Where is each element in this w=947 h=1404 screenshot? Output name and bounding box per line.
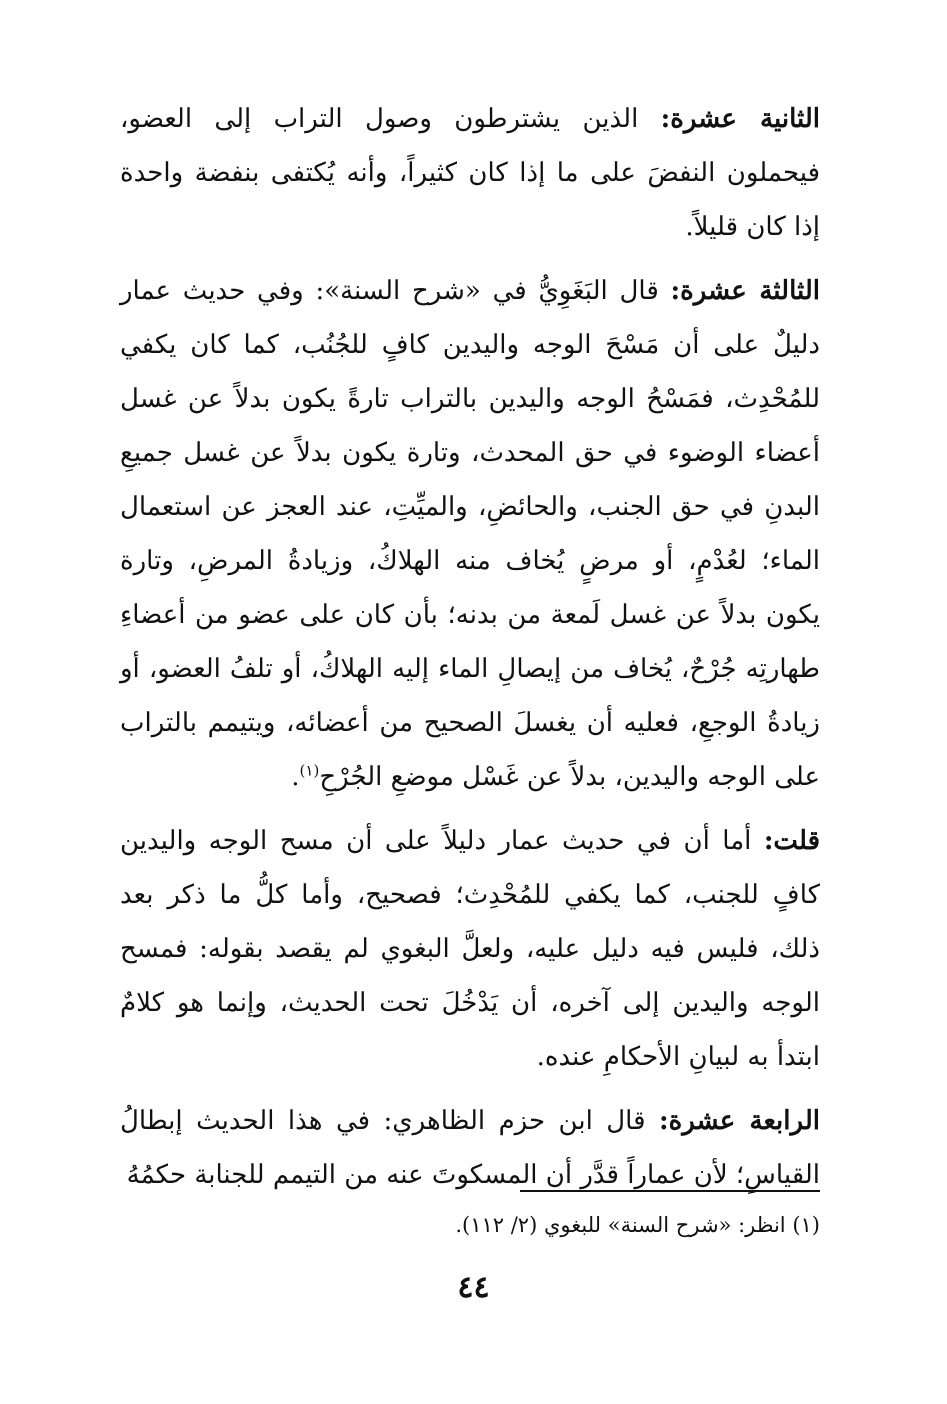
paragraph-body: الذين يشترطون وصول التراب إلى العضو، فيحملون النفضَ على ما إذا كان كثيراً، وأنه يُكتفى بنفضة واحدة إذا كان قليلاً. xyxy=(120,104,820,242)
footnote-reference: (١) xyxy=(299,761,320,780)
paragraph-body: أما أن في حديث عمار دليلاً على أن مسح الوجه واليدين كافٍ للجنب، كما يكفي للمُحْدِث؛ فصحيح، وأما كلُّ ما ذكر بعد ذلك، فليس فيه دليل عليه، ولعلَّ البغوي لم يقصد بقوله: فمسح الوجه واليدين إلى آخره، أن يَدْخُلَ تحت الحديث، وإنما هو كلامٌ ابتدأ به لبيانِ الأحكامِ عنده. xyxy=(120,826,820,1072)
paragraph-heading: قلت: xyxy=(763,826,820,856)
paragraph-qultu xyxy=(120,814,820,1084)
paragraph-twelfth xyxy=(120,92,820,254)
paragraph-body: قال البَغَوِيُّ في «شرح السنة»: وفي حديث عمار دليلٌ على أن مَسْحَ الوجه واليدين كافٍ للجُنُب، كما كان يكفي للمُحْدِث، فمَسْحُ الوجه واليدين بالتراب تارةً يكون بدلاً عن غسل أعضاء الوضوء في حق المحدث، وتارة يكون بدلاً عن غسل جميعِ البدنِ في حق الجنب، والحائضِ، والميِّتِ، عند العجز عن استعمال الماء؛ لعُدْمٍ، أو مرضٍ يُخاف منه الهلاكُ، وزيادةُ المرضِ، وتارة يكون بدلاً عن غسل لَمعة من بدنه؛ بأن كان على عضو من أعضاءِ طهارتِه جُرْحٌ، يُخاف من إيصالِ الماء إليه الهلاكُ، أو تلفُ العضو، أو زيادةُ الوجعِ، فعليه أن يغسلَ الصحيح من أعضائه، ويتيمم بالتراب على الوجه واليدين، بدلاً عن غَسْل موضعِ الجُرْحِ xyxy=(120,276,820,792)
paragraph-fourteenth xyxy=(120,1094,820,1202)
footnote-divider xyxy=(520,1190,820,1192)
page-number: ٤٤ xyxy=(457,1270,490,1305)
paragraph-thirteenth xyxy=(120,264,820,804)
footnote: (١) انظر: «شرح السنة» للبغوي (٢/ ١١٢). xyxy=(455,1213,820,1237)
paragraph-heading: الثالثة عشرة: xyxy=(670,276,820,306)
paragraph-tail: . xyxy=(291,762,300,792)
paragraph-body: قال ابن حزم الظاهري: في هذا الحديث إبطالُ القياسِ؛ لأن عماراً قدَّر أن المسكوتَ عنه من التيمم للجنابة حكمُهُ xyxy=(120,1106,820,1190)
paragraph-heading: الثانية عشرة: xyxy=(660,104,820,134)
paragraph-heading: الرابعة عشرة: xyxy=(659,1106,820,1136)
main-text xyxy=(120,92,820,1212)
